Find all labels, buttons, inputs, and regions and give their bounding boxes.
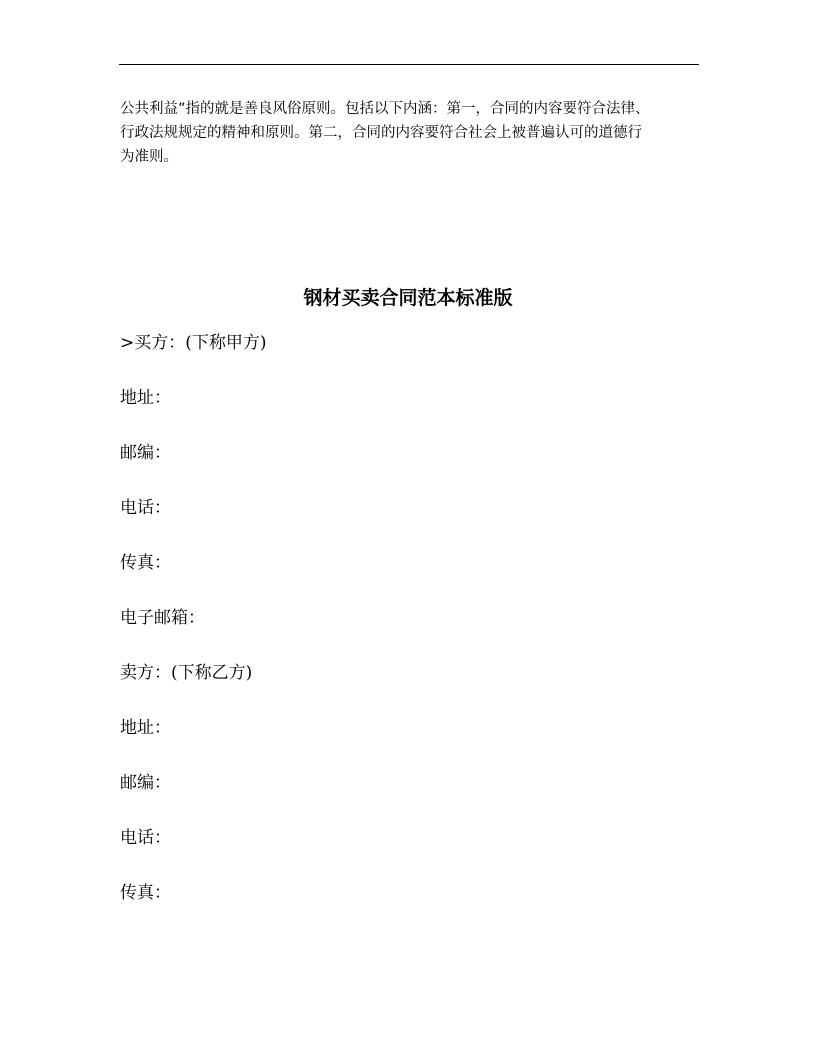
header-divider: [119, 64, 699, 65]
intro-line: 行政法规规定的精神和原则。第二，合同的内容要符合社会上被普遍认可的道德行: [120, 125, 642, 141]
buyer-label: >买方：(下称甲方): [120, 333, 267, 353]
seller-phone-label: 电话：: [120, 828, 171, 848]
document-title: 钢材买卖合同范本标准版: [303, 287, 513, 309]
buyer-postcode-label: 邮编：: [120, 443, 171, 463]
seller-postcode-label: 邮编：: [120, 773, 171, 793]
intro-line: 为准则。: [120, 149, 178, 165]
buyer-phone-label: 电话：: [120, 498, 171, 518]
intro-line: 公共利益”指的就是善良风俗原则。包括以下内涵：第一，合同的内容要符合法律、: [120, 101, 650, 117]
contract-field-list: [120, 330, 700, 935]
seller-label: 卖方：(下称乙方): [120, 663, 253, 683]
intro-paragraph: [120, 97, 700, 169]
buyer-fax-label: 传真：: [120, 553, 171, 573]
seller-fax-label: 传真：: [120, 883, 171, 903]
buyer-address-label: 地址：: [120, 388, 171, 408]
seller-address-label: 地址：: [120, 718, 171, 738]
buyer-email-label: 电子邮箱：: [120, 608, 205, 628]
